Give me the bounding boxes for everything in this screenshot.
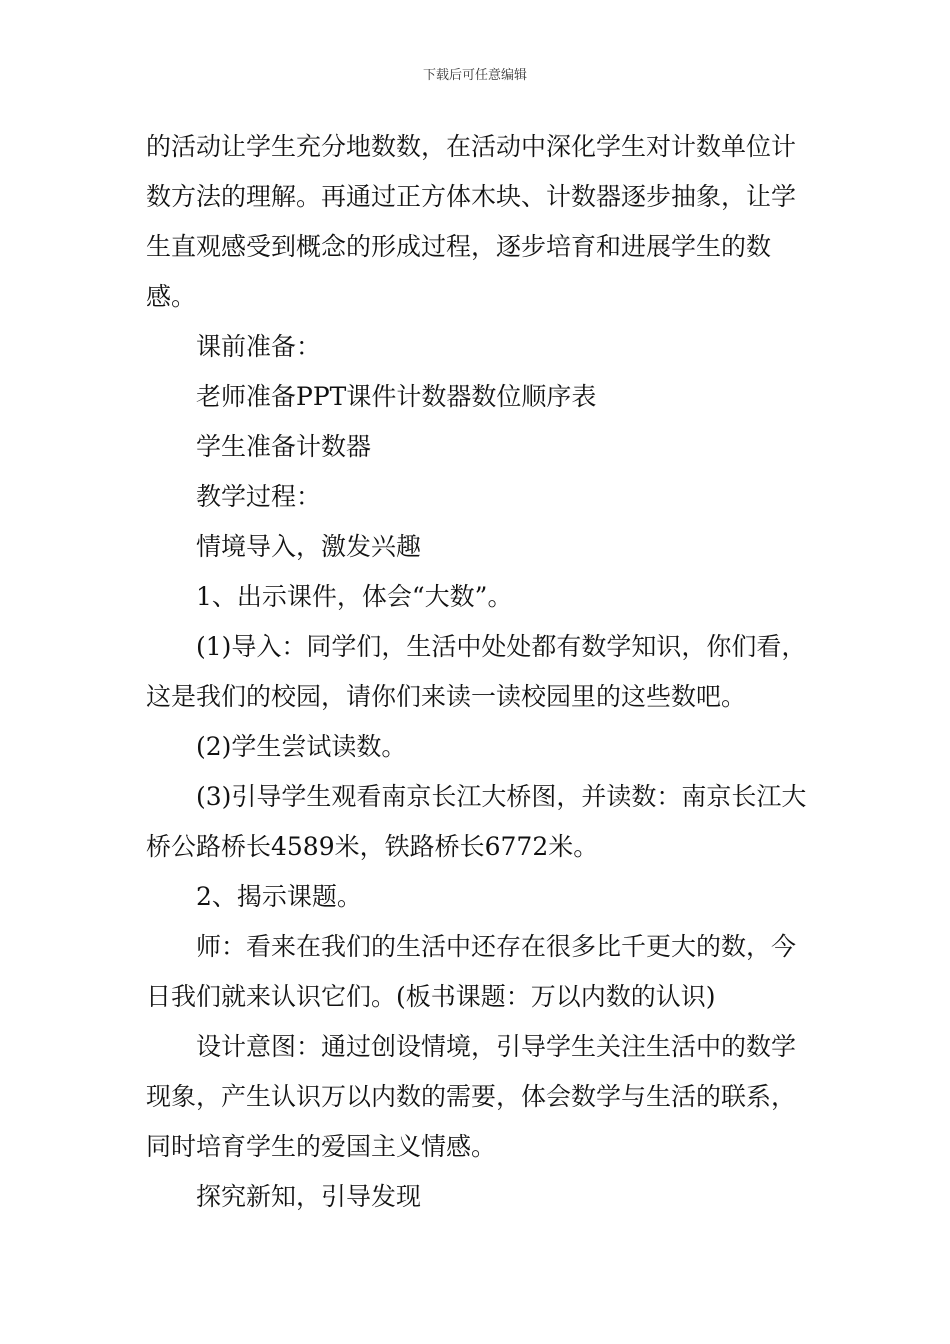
paragraph-teacher-preparation: 老师准备PPT课件计数器数位顺序表: [196, 382, 597, 411]
paragraph-explore-heading: 探究新知，引导发现: [196, 1182, 422, 1211]
paragraph-step-1-1: (1)导入：同学们，生活中处处都有数学知识，你们看，这是我们的校园，请你们来读一读校园里的这些数吧。: [146, 632, 807, 711]
paragraph-step-1-2: (2)学生尝试读数。: [196, 732, 407, 761]
paragraph-scene-intro: 情境导入，激发兴趣: [196, 532, 422, 561]
paragraph-teacher-remark: 师：看来在我们的生活中还存在很多比千更大的数，今日我们就来认识它们。(板书课题：万以内数的认识): [146, 932, 797, 1011]
paragraph-step-1: 1、出示课件，体会“大数”。: [196, 582, 513, 611]
paragraph-step-2: 2、揭示课题。: [196, 882, 362, 911]
page-header-note: 下载后可任意编辑: [422, 68, 527, 83]
paragraph-preparation-heading: 课前准备：: [196, 332, 322, 361]
paragraph-continuation: 的活动让学生充分地数数，在活动中深化学生对计数单位计数方法的理解。再通过正方体木块、计数器逐步抽象，让学生直观感受到概念的形成过程，逐步培育和进展学生的数感。: [146, 132, 797, 311]
paragraph-step-1-3: (3)引导学生观看南京长江大桥图，并读数：南京长江大桥公路桥长4589米，铁路桥长6772米。: [146, 782, 807, 861]
paragraph-design-intent: 设计意图：通过创设情境，引导学生关注生活中的数学现象，产生认识万以内数的需要，体会数学与生活的联系，同时培育学生的爱国主义情感。: [146, 1032, 797, 1161]
document-body: [146, 122, 811, 1222]
paragraph-process-heading: 教学过程：: [196, 482, 322, 511]
paragraph-student-preparation: 学生准备计数器: [196, 432, 372, 461]
